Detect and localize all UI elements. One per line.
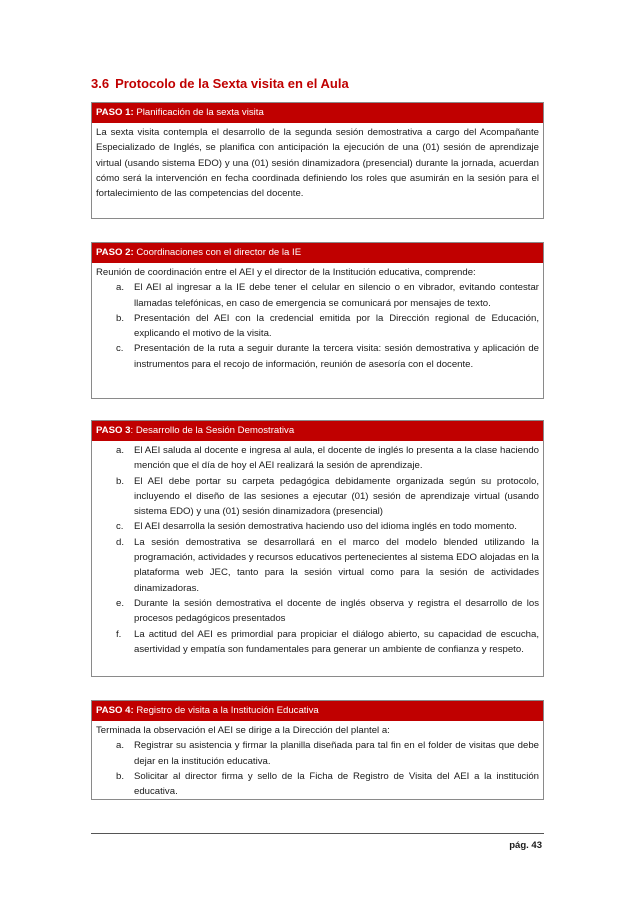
step-3-label: PASO 3: [96, 425, 131, 436]
step-3-title: : Desarrollo de la Sesión Demostrativa: [130, 425, 295, 436]
list-marker: b.: [116, 475, 125, 487]
list-item: [96, 596, 539, 627]
step-3-header: [92, 421, 543, 441]
step-4-title: Registro de visita a la Institución Educativa: [133, 705, 319, 716]
list-marker: a.: [116, 445, 125, 456]
list-item: [96, 535, 539, 596]
list-marker: d.: [116, 536, 125, 548]
list-item-text: Presentación de la ruta a seguir durante la tercera visita: sesión demostrativa y aplicación de instrumentos para el recojo de información, reunión de asesoría con el docente.: [134, 343, 539, 370]
step-1-label: PASO 1:: [96, 107, 134, 118]
step-4-body: [92, 721, 543, 799]
list-marker: f.: [116, 628, 122, 640]
list-item: [96, 311, 539, 342]
step-1-body: [92, 123, 543, 201]
list-marker: b.: [116, 312, 125, 324]
list-item: [96, 738, 539, 769]
step-3-body: [92, 441, 543, 657]
list-item-text: El AEI desarrolla la sesión demostrativa haciendo uso del idioma inglés en todo momento.: [134, 521, 517, 533]
step-2-intro: Reunión de coordinación entre el AEI y el director de la Institución educativa, comprende:: [96, 267, 476, 278]
list-marker: a.: [116, 740, 125, 752]
list-item: [96, 280, 539, 311]
page-number: pág. 43: [509, 840, 542, 851]
list-marker: a.: [116, 282, 125, 294]
step-2-body: [92, 263, 543, 372]
list-marker: e.: [116, 597, 125, 609]
step-2-title: Coordinaciones con el director de la IE: [133, 247, 302, 258]
step-2-label: PASO 2:: [96, 247, 134, 258]
list-item-text: La sesión demostrativa se desarrollará en el marco del modelo blended utilizando la programación, actividades y recursos educativos pertenecientes al sistema EDO alojadas en la plataforma web JEC, tanto para la sesión virtual como para la sesión de actividades dinamizadoras.: [134, 536, 539, 594]
list-item: [96, 474, 539, 520]
step-2-box: [91, 242, 544, 399]
footer-divider: [91, 833, 544, 834]
list-marker: c.: [116, 343, 124, 355]
section-title: [91, 76, 349, 91]
step-4-label: PASO 4:: [96, 705, 134, 716]
list-item-text: El AEI debe portar su carpeta pedagógica debidamente organizada según su protocolo, incluyendo el diseño de las sesiones a ejecutar (01) sesión de aprendizaje virtual (usando sistema EDO) y una (01) sesión dinamizadora (presencial): [134, 475, 539, 518]
step-1-header: [92, 103, 543, 123]
step-4-box: [91, 700, 544, 800]
list-marker: b.: [116, 770, 125, 782]
step-4-intro: Terminada la observación el AEI se dirige a la Dirección del plantel a:: [96, 725, 390, 736]
list-item: [96, 443, 539, 474]
list-item: [96, 519, 539, 534]
list-item-text: El AEI al ingresar a la IE debe tener el celular en silencio o en vibrador, evitando contestar llamadas telefónicas, en caso de emergencia se comunicará por mensajes de texto.: [134, 282, 539, 309]
list-item-text: Solicitar al director firma y sello de la Ficha de Registro de Visita del AEI a la institución educativa.: [134, 770, 539, 798]
list-item-text: La actitud del AEI es primordial para propiciar el diálogo abierto, su capacidad de escucha, asertividad y empatía son fundamentales para generar un ambiente de confianza y respeto.: [134, 628, 539, 655]
step-1-intro: La sexta visita contempla el desarrollo de la segunda sesión demostrativa a cargo del Acompañante Especializado de Inglés, se planifica con anticipación la ejecución de una (01) sesión de aprendizaje virtual (usando sistema EDO) y una (01) sesión dinamizadora (presencial) durante la jornada, acuerdan cómo será la intervención en fecha coordinada definiendo los roles que asumirán en la sesión para el fortalecimiento de las competencias del docente.: [96, 127, 539, 200]
step-3-box: [91, 420, 544, 677]
list-item: [96, 769, 539, 800]
step-4-header: [92, 701, 543, 721]
list-marker: c.: [116, 521, 124, 533]
list-item: [96, 341, 539, 372]
section-number: 3.6: [91, 76, 110, 91]
step-2-header: [92, 243, 543, 263]
step-2-list: [96, 280, 539, 372]
step-1-box: [91, 102, 544, 219]
step-4-list: [96, 738, 539, 799]
list-item-text: Presentación del AEI con la credencial emitida por la Dirección regional de Educación, explicando el motivo de la visita.: [134, 312, 539, 340]
list-item-text: Registrar su asistencia y firmar la planilla diseñada para tal fin en el folder de visitas que debe dejar en la institución educativa.: [134, 740, 539, 767]
list-item: [96, 627, 539, 658]
step-1-title: Planificación de la sexta visita: [133, 107, 264, 118]
section-title-text: Protocolo de la Sexta visita en el Aula: [115, 76, 349, 91]
step-3-list: [96, 443, 539, 657]
list-item-text: Durante la sesión demostrativa el docente de inglés observa y registra el desarrollo de los procesos pedagógicos presentados: [134, 597, 539, 625]
list-item-text: El AEI saluda al docente e ingresa al aula, el docente de inglés lo presenta a la clase haciendo mención que el día de hoy el AEI realizará la sesión de aprendizaje.: [134, 445, 539, 472]
